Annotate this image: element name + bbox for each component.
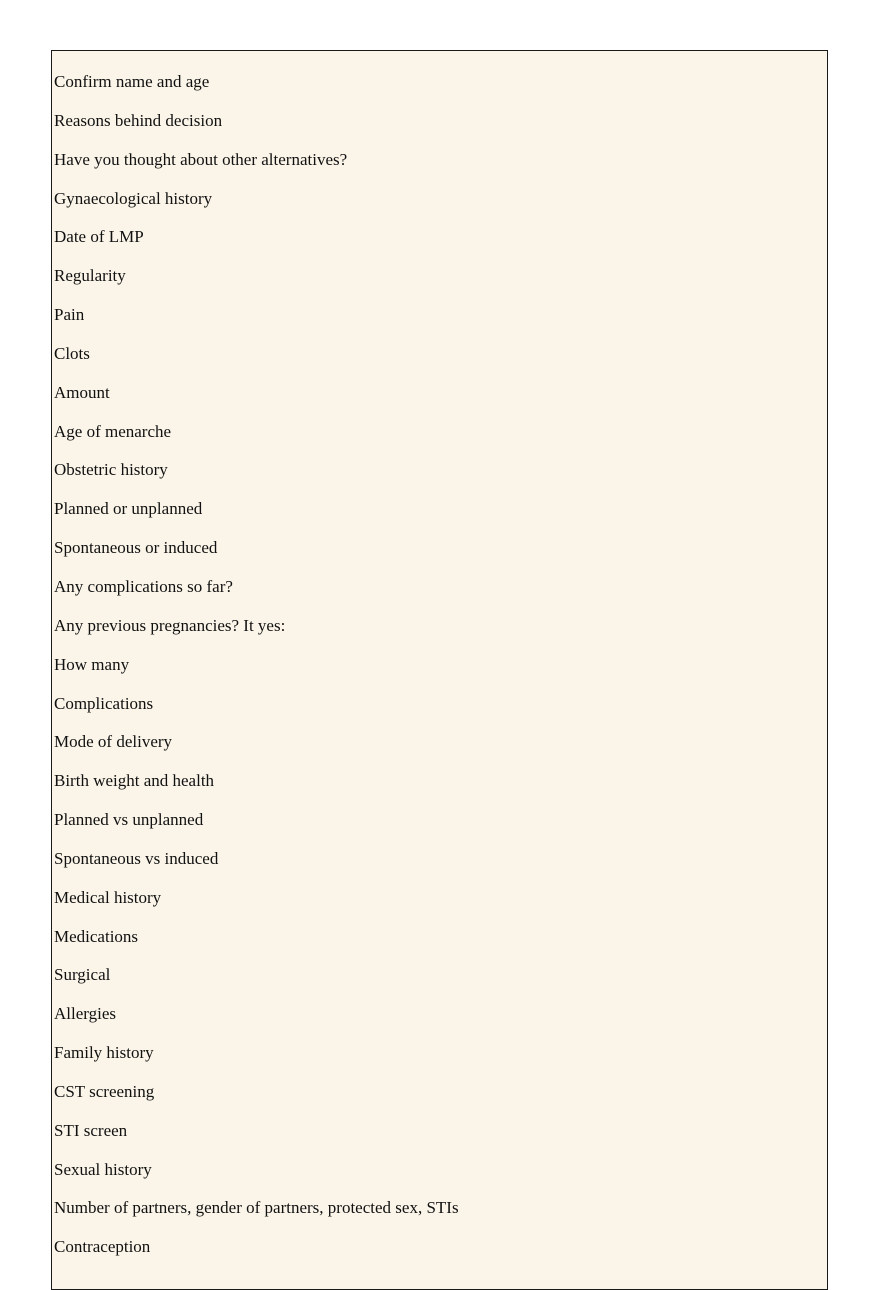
checklist-item: Birth weight and health — [54, 771, 215, 791]
checklist-item: Sexual history — [54, 1159, 152, 1179]
checklist-box — [51, 50, 828, 1290]
checklist-item: Date of LMP — [54, 227, 144, 247]
checklist-item: CST screening — [54, 1081, 155, 1101]
checklist-item: Reasons behind decision — [54, 110, 223, 130]
checklist-item: Allergies — [54, 1004, 117, 1024]
checklist-item: Gynaecological history — [54, 188, 213, 208]
checklist-item: Medications — [54, 926, 139, 946]
checklist-item: Number of partners, gender of partners, protected sex, STIs — [54, 1198, 459, 1218]
checklist-item: How many — [54, 654, 130, 674]
checklist-item: Contraception — [54, 1237, 151, 1257]
checklist-item: Amount — [54, 382, 110, 402]
checklist-item: Mode of delivery — [54, 732, 173, 752]
checklist-item: Any complications so far? — [54, 576, 233, 596]
checklist — [54, 71, 459, 1275]
checklist-item: Spontaneous or induced — [54, 538, 218, 558]
checklist-item: Family history — [54, 1043, 154, 1063]
checklist-item: Clots — [54, 343, 90, 363]
checklist-item: Have you thought about other alternatives? — [54, 149, 348, 169]
checklist-item: Any previous pregnancies? It yes: — [54, 615, 286, 635]
checklist-item: Age of menarche — [54, 421, 172, 441]
checklist-item: Surgical — [54, 965, 111, 985]
checklist-item: Regularity — [54, 266, 126, 286]
checklist-item: Planned or unplanned — [54, 499, 203, 519]
checklist-item: Confirm name and age — [54, 72, 210, 91]
checklist-item: Planned vs unplanned — [54, 810, 204, 830]
checklist-item: Medical history — [54, 887, 162, 907]
checklist-item: Obstetric history — [54, 460, 168, 480]
checklist-item: STI screen — [54, 1120, 128, 1140]
checklist-item: Complications — [54, 693, 154, 713]
checklist-item: Spontaneous vs induced — [54, 848, 219, 868]
checklist-item: Pain — [54, 305, 85, 325]
